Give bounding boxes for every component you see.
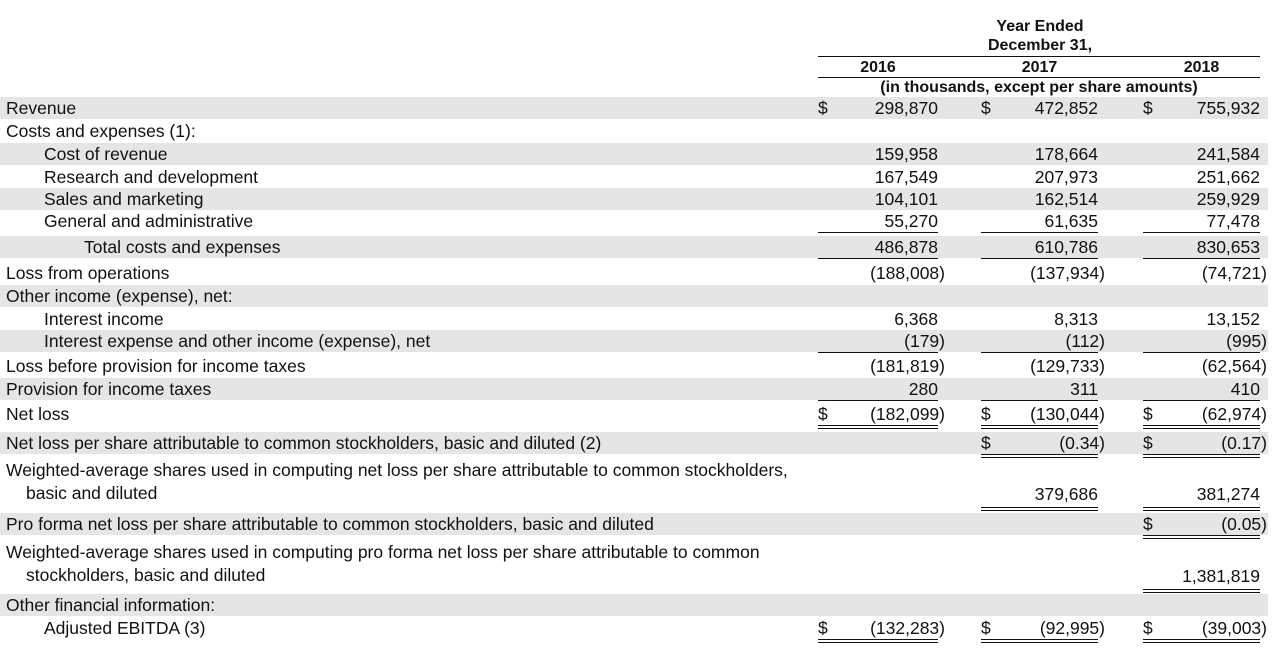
value-cell-2017: [981, 97, 1098, 119]
row-label: Net loss per share attributable to common stockholders, basic and diluted (2): [6, 433, 602, 453]
value-cell-2018: [1143, 617, 1267, 639]
period-header-line1: Year Ended: [996, 18, 1084, 35]
value-cell-2016: [818, 617, 945, 639]
value-number: 486,878: [874, 237, 938, 257]
value-cell-2017: [981, 166, 1098, 188]
table-row: [0, 378, 1268, 400]
table-row: [0, 432, 1268, 454]
row-label: Interest income: [44, 309, 164, 329]
value-number: 311: [1070, 379, 1098, 399]
value-cell-2016: [818, 166, 938, 188]
value-cell-2018: [1143, 432, 1267, 454]
value-cell-2017: [981, 308, 1098, 330]
value-number: 61,635: [1044, 211, 1098, 231]
value-number: 379,686: [1034, 484, 1098, 504]
value-number: 472,852: [1034, 98, 1098, 118]
value-number: 104,101: [874, 189, 938, 209]
year-header-2017: 2017: [1021, 59, 1058, 76]
value-number: (62,564): [1201, 356, 1267, 376]
table-row: [0, 513, 1268, 535]
value-cell-2018: [1143, 308, 1260, 330]
value-cell-2016: [818, 120, 938, 142]
value-cell-2018: [1143, 403, 1267, 425]
table-row: [0, 330, 1268, 352]
row-label: Adjusted EBITDA (3): [44, 618, 206, 638]
value-number: 178,664: [1034, 144, 1098, 164]
value-cell-2016: [818, 459, 938, 507]
value-number: (132,283): [870, 618, 945, 638]
row-label: Total costs and expenses: [84, 237, 281, 257]
value-cell-2016: [818, 432, 938, 454]
dollar-sign: $: [981, 404, 991, 424]
dollar-sign: $: [818, 404, 828, 424]
dollar-sign: $: [818, 98, 828, 118]
dollar-sign: $: [1143, 514, 1153, 534]
dollar-sign: $: [981, 98, 991, 118]
value-cell-2017: [981, 403, 1105, 425]
table-row: [0, 188, 1268, 210]
table-row: [0, 120, 1268, 142]
value-cell-2017: [981, 120, 1098, 142]
row-label: Revenue: [6, 98, 77, 118]
value-number: (995): [1226, 331, 1267, 351]
dollar-sign: $: [981, 433, 991, 453]
value-cell-2018: [1143, 143, 1260, 165]
value-cell-2018: [1143, 594, 1260, 616]
value-cell-2017: [981, 210, 1098, 232]
table-row: [0, 308, 1268, 330]
period-header-line2: December 31,: [987, 37, 1093, 54]
table-row: [0, 285, 1268, 307]
units-note: (in thousands, except per share amounts): [880, 79, 1198, 96]
value-number: (74,721): [1201, 263, 1267, 283]
table-row: [0, 355, 1268, 377]
value-cell-2017: [981, 236, 1098, 258]
row-label: Net loss: [6, 404, 70, 424]
value-cell-2018: [1143, 330, 1267, 352]
value-number: 6,368: [894, 309, 938, 329]
table-row: [0, 143, 1268, 165]
value-number: 381,274: [1196, 484, 1260, 504]
value-cell-2018: [1143, 459, 1260, 507]
value-number: (130,044): [1030, 404, 1105, 424]
row-label: Loss before provision for income taxes: [6, 356, 306, 376]
table-row: [0, 97, 1268, 119]
value-number: 13,152: [1206, 309, 1260, 329]
value-number: (179): [904, 331, 945, 351]
value-cell-2017: [981, 188, 1098, 210]
value-number: (112): [1065, 331, 1105, 351]
row-label: Interest expense and other income (expense), net: [44, 331, 431, 351]
dollar-sign: $: [1143, 404, 1153, 424]
value-number: (0.05): [1221, 514, 1267, 534]
value-number: 251,662: [1196, 167, 1260, 187]
value-cell-2017: [981, 143, 1098, 165]
value-cell-2017: [981, 513, 1098, 535]
dollar-sign: $: [1143, 618, 1153, 638]
value-cell-2017: [981, 432, 1105, 454]
value-number: 298,870: [874, 98, 938, 118]
value-cell-2018: [1143, 120, 1260, 142]
value-cell-2016: [818, 355, 945, 377]
value-number: 1,381,819: [1182, 566, 1260, 586]
row-label: Pro forma net loss per share attributable to common stockholders, basic and diluted: [6, 514, 654, 534]
value-number: 167,549: [874, 167, 938, 187]
value-number: (0.17): [1221, 433, 1267, 453]
dollar-sign: $: [818, 618, 828, 638]
row-label: Costs and expenses (1):: [6, 121, 196, 141]
value-cell-2016: [818, 143, 938, 165]
year-header-2016: 2016: [860, 59, 896, 76]
value-cell-2016: [818, 330, 945, 352]
table-row: [0, 403, 1268, 425]
value-cell-2016: [818, 513, 938, 535]
value-cell-2017: [981, 285, 1098, 307]
row-label: Weighted-average shares used in computing pro forma net loss per share attributable to common stockholders, basic and diluted: [6, 542, 760, 585]
value-number: (92,995): [1039, 618, 1105, 638]
row-label: Research and development: [44, 167, 259, 187]
value-cell-2018: [1143, 210, 1260, 232]
table-row: [0, 594, 1268, 616]
value-cell-2018: [1143, 513, 1267, 535]
value-number: (181,819): [870, 356, 945, 376]
value-number: (188,008): [870, 263, 945, 283]
value-number: (0.34): [1059, 433, 1105, 453]
row-label: Weighted-average shares used in computing net loss per share attributable to common stockholders, basic and diluted: [6, 460, 788, 503]
value-cell-2017: [981, 594, 1098, 616]
value-cell-2018: [1143, 188, 1260, 210]
value-cell-2016: [818, 594, 938, 616]
value-number: 259,929: [1196, 189, 1260, 209]
dollar-sign: $: [1143, 98, 1153, 118]
value-cell-2017: [981, 262, 1105, 284]
table-row: [0, 210, 1268, 232]
value-number: 8,313: [1054, 309, 1098, 329]
value-number: 280: [908, 379, 938, 399]
value-cell-2016: [818, 285, 938, 307]
table-row: [0, 166, 1268, 188]
value-number: (129,733): [1030, 356, 1105, 376]
value-cell-2018: [1143, 262, 1267, 284]
value-number: 410: [1230, 379, 1260, 399]
value-cell-2016: [818, 308, 938, 330]
header-rule-top: [818, 56, 1260, 57]
value-cell-2018: [1143, 285, 1260, 307]
row-label: Cost of revenue: [44, 144, 168, 164]
value-number: (137,934): [1030, 263, 1105, 283]
value-cell-2017: [981, 330, 1105, 352]
value-cell-2016: [818, 541, 938, 589]
value-cell-2018: [1143, 236, 1260, 258]
value-number: 159,958: [874, 144, 938, 164]
value-cell-2017: [981, 459, 1098, 507]
value-cell-2018: [1143, 355, 1267, 377]
row-label: Loss from operations: [6, 263, 170, 283]
value-number: 162,514: [1034, 189, 1098, 209]
value-cell-2018: [1143, 541, 1260, 589]
value-cell-2017: [981, 541, 1098, 589]
table-row: [0, 262, 1268, 284]
value-cell-2016: [818, 210, 938, 232]
row-label: General and administrative: [44, 211, 254, 231]
value-cell-2016: [818, 236, 938, 258]
value-number: (39,003): [1201, 618, 1267, 638]
value-number: 207,973: [1034, 167, 1098, 187]
row-label: Other income (expense), net:: [6, 286, 233, 306]
table-row: [0, 236, 1268, 258]
year-header-2018: 2018: [1183, 59, 1220, 76]
value-cell-2016: [818, 403, 945, 425]
value-cell-2018: [1143, 97, 1260, 119]
table-row: [0, 617, 1268, 639]
value-cell-2016: [818, 97, 938, 119]
value-cell-2017: [981, 617, 1105, 639]
dollar-sign: $: [1143, 433, 1153, 453]
value-cell-2017: [981, 378, 1098, 400]
value-cell-2017: [981, 355, 1105, 377]
table-row: [0, 541, 1268, 589]
dollar-sign: $: [981, 618, 991, 638]
table-row: [0, 459, 1268, 507]
value-cell-2018: [1143, 166, 1260, 188]
value-cell-2016: [818, 188, 938, 210]
row-label: Other financial information:: [6, 595, 216, 615]
value-cell-2016: [818, 378, 938, 400]
value-number: 610,786: [1034, 237, 1098, 257]
value-cell-2018: [1143, 378, 1260, 400]
row-label: Sales and marketing: [44, 189, 204, 209]
value-number: 55,270: [884, 211, 938, 231]
value-number: 77,478: [1206, 211, 1260, 231]
value-number: 830,653: [1196, 237, 1260, 257]
value-cell-2016: [818, 262, 945, 284]
row-label: Provision for income taxes: [6, 379, 212, 399]
value-number: (182,099): [870, 404, 945, 424]
value-number: 755,932: [1196, 98, 1260, 118]
value-number: (62,974): [1201, 404, 1267, 424]
value-number: 241,584: [1196, 144, 1260, 164]
